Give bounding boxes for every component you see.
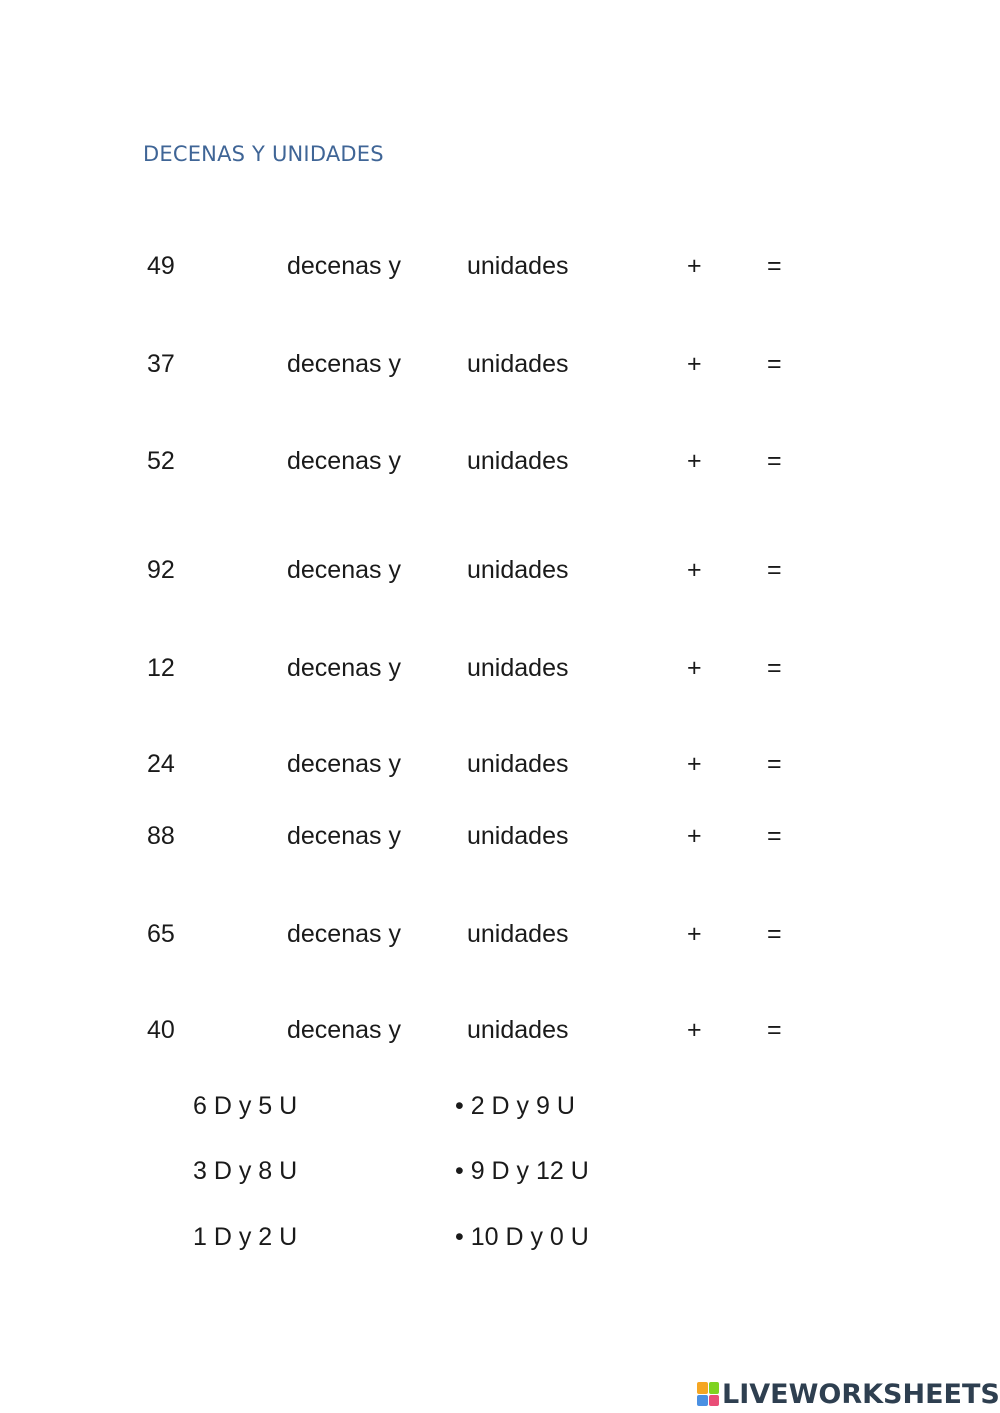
answer-option[interactable]: • 9 D y 12 U — [455, 1157, 589, 1185]
row-number: 49 — [147, 252, 175, 280]
row-number: 52 — [147, 447, 175, 475]
decenas-label: decenas y — [287, 822, 401, 850]
equals-sign: = — [767, 822, 782, 850]
row-number: 40 — [147, 1016, 175, 1044]
liveworksheets-logo-icon — [697, 1382, 719, 1406]
exercise-row — [0, 819, 1000, 853]
row-number: 12 — [147, 654, 175, 682]
equals-sign: = — [767, 447, 782, 475]
equals-sign: = — [767, 556, 782, 584]
equals-sign: = — [767, 1016, 782, 1044]
decenas-label: decenas y — [287, 556, 401, 584]
answer-option[interactable]: 3 D y 8 U — [193, 1157, 298, 1185]
equals-sign: = — [767, 750, 782, 778]
unidades-label: unidades — [467, 920, 569, 948]
exercise-row — [0, 347, 1000, 381]
answer-option[interactable]: 1 D y 2 U — [193, 1223, 298, 1251]
answer-option[interactable]: • 2 D y 9 U — [455, 1092, 575, 1120]
equals-sign: = — [767, 252, 782, 280]
equals-sign: = — [767, 654, 782, 682]
decenas-label: decenas y — [287, 350, 401, 378]
plus-sign: + — [687, 920, 702, 948]
logo-text: LIVEWORKSHEETS — [722, 1378, 1000, 1410]
plus-sign: + — [687, 556, 702, 584]
unidades-label: unidades — [467, 750, 569, 778]
exercise-row — [0, 747, 1000, 781]
exercise-row — [0, 651, 1000, 685]
unidades-label: unidades — [467, 350, 569, 378]
unidades-label: unidades — [467, 822, 569, 850]
decenas-label: decenas y — [287, 750, 401, 778]
exercise-row — [0, 444, 1000, 478]
equals-sign: = — [767, 920, 782, 948]
plus-sign: + — [687, 1016, 702, 1044]
exercise-row — [0, 249, 1000, 283]
plus-sign: + — [687, 654, 702, 682]
row-number: 37 — [147, 350, 175, 378]
exercise-row — [0, 1013, 1000, 1047]
plus-sign: + — [687, 447, 702, 475]
decenas-label: decenas y — [287, 920, 401, 948]
page-title: DECENAS Y UNIDADES — [143, 142, 384, 166]
row-number: 92 — [147, 556, 175, 584]
row-number: 65 — [147, 920, 175, 948]
decenas-label: decenas y — [287, 447, 401, 475]
answer-option[interactable]: 6 D y 5 U — [193, 1092, 298, 1120]
liveworksheets-logo — [697, 1378, 1000, 1410]
plus-sign: + — [687, 750, 702, 778]
row-number: 88 — [147, 822, 175, 850]
row-number: 24 — [147, 750, 175, 778]
exercise-row — [0, 917, 1000, 951]
exercise-row — [0, 553, 1000, 587]
plus-sign: + — [687, 822, 702, 850]
decenas-label: decenas y — [287, 654, 401, 682]
equals-sign: = — [767, 350, 782, 378]
plus-sign: + — [687, 252, 702, 280]
plus-sign: + — [687, 350, 702, 378]
decenas-label: decenas y — [287, 1016, 401, 1044]
decenas-label: decenas y — [287, 252, 401, 280]
unidades-label: unidades — [467, 556, 569, 584]
unidades-label: unidades — [467, 252, 569, 280]
unidades-label: unidades — [467, 654, 569, 682]
unidades-label: unidades — [467, 447, 569, 475]
unidades-label: unidades — [467, 1016, 569, 1044]
answer-option[interactable]: • 10 D y 0 U — [455, 1223, 589, 1251]
